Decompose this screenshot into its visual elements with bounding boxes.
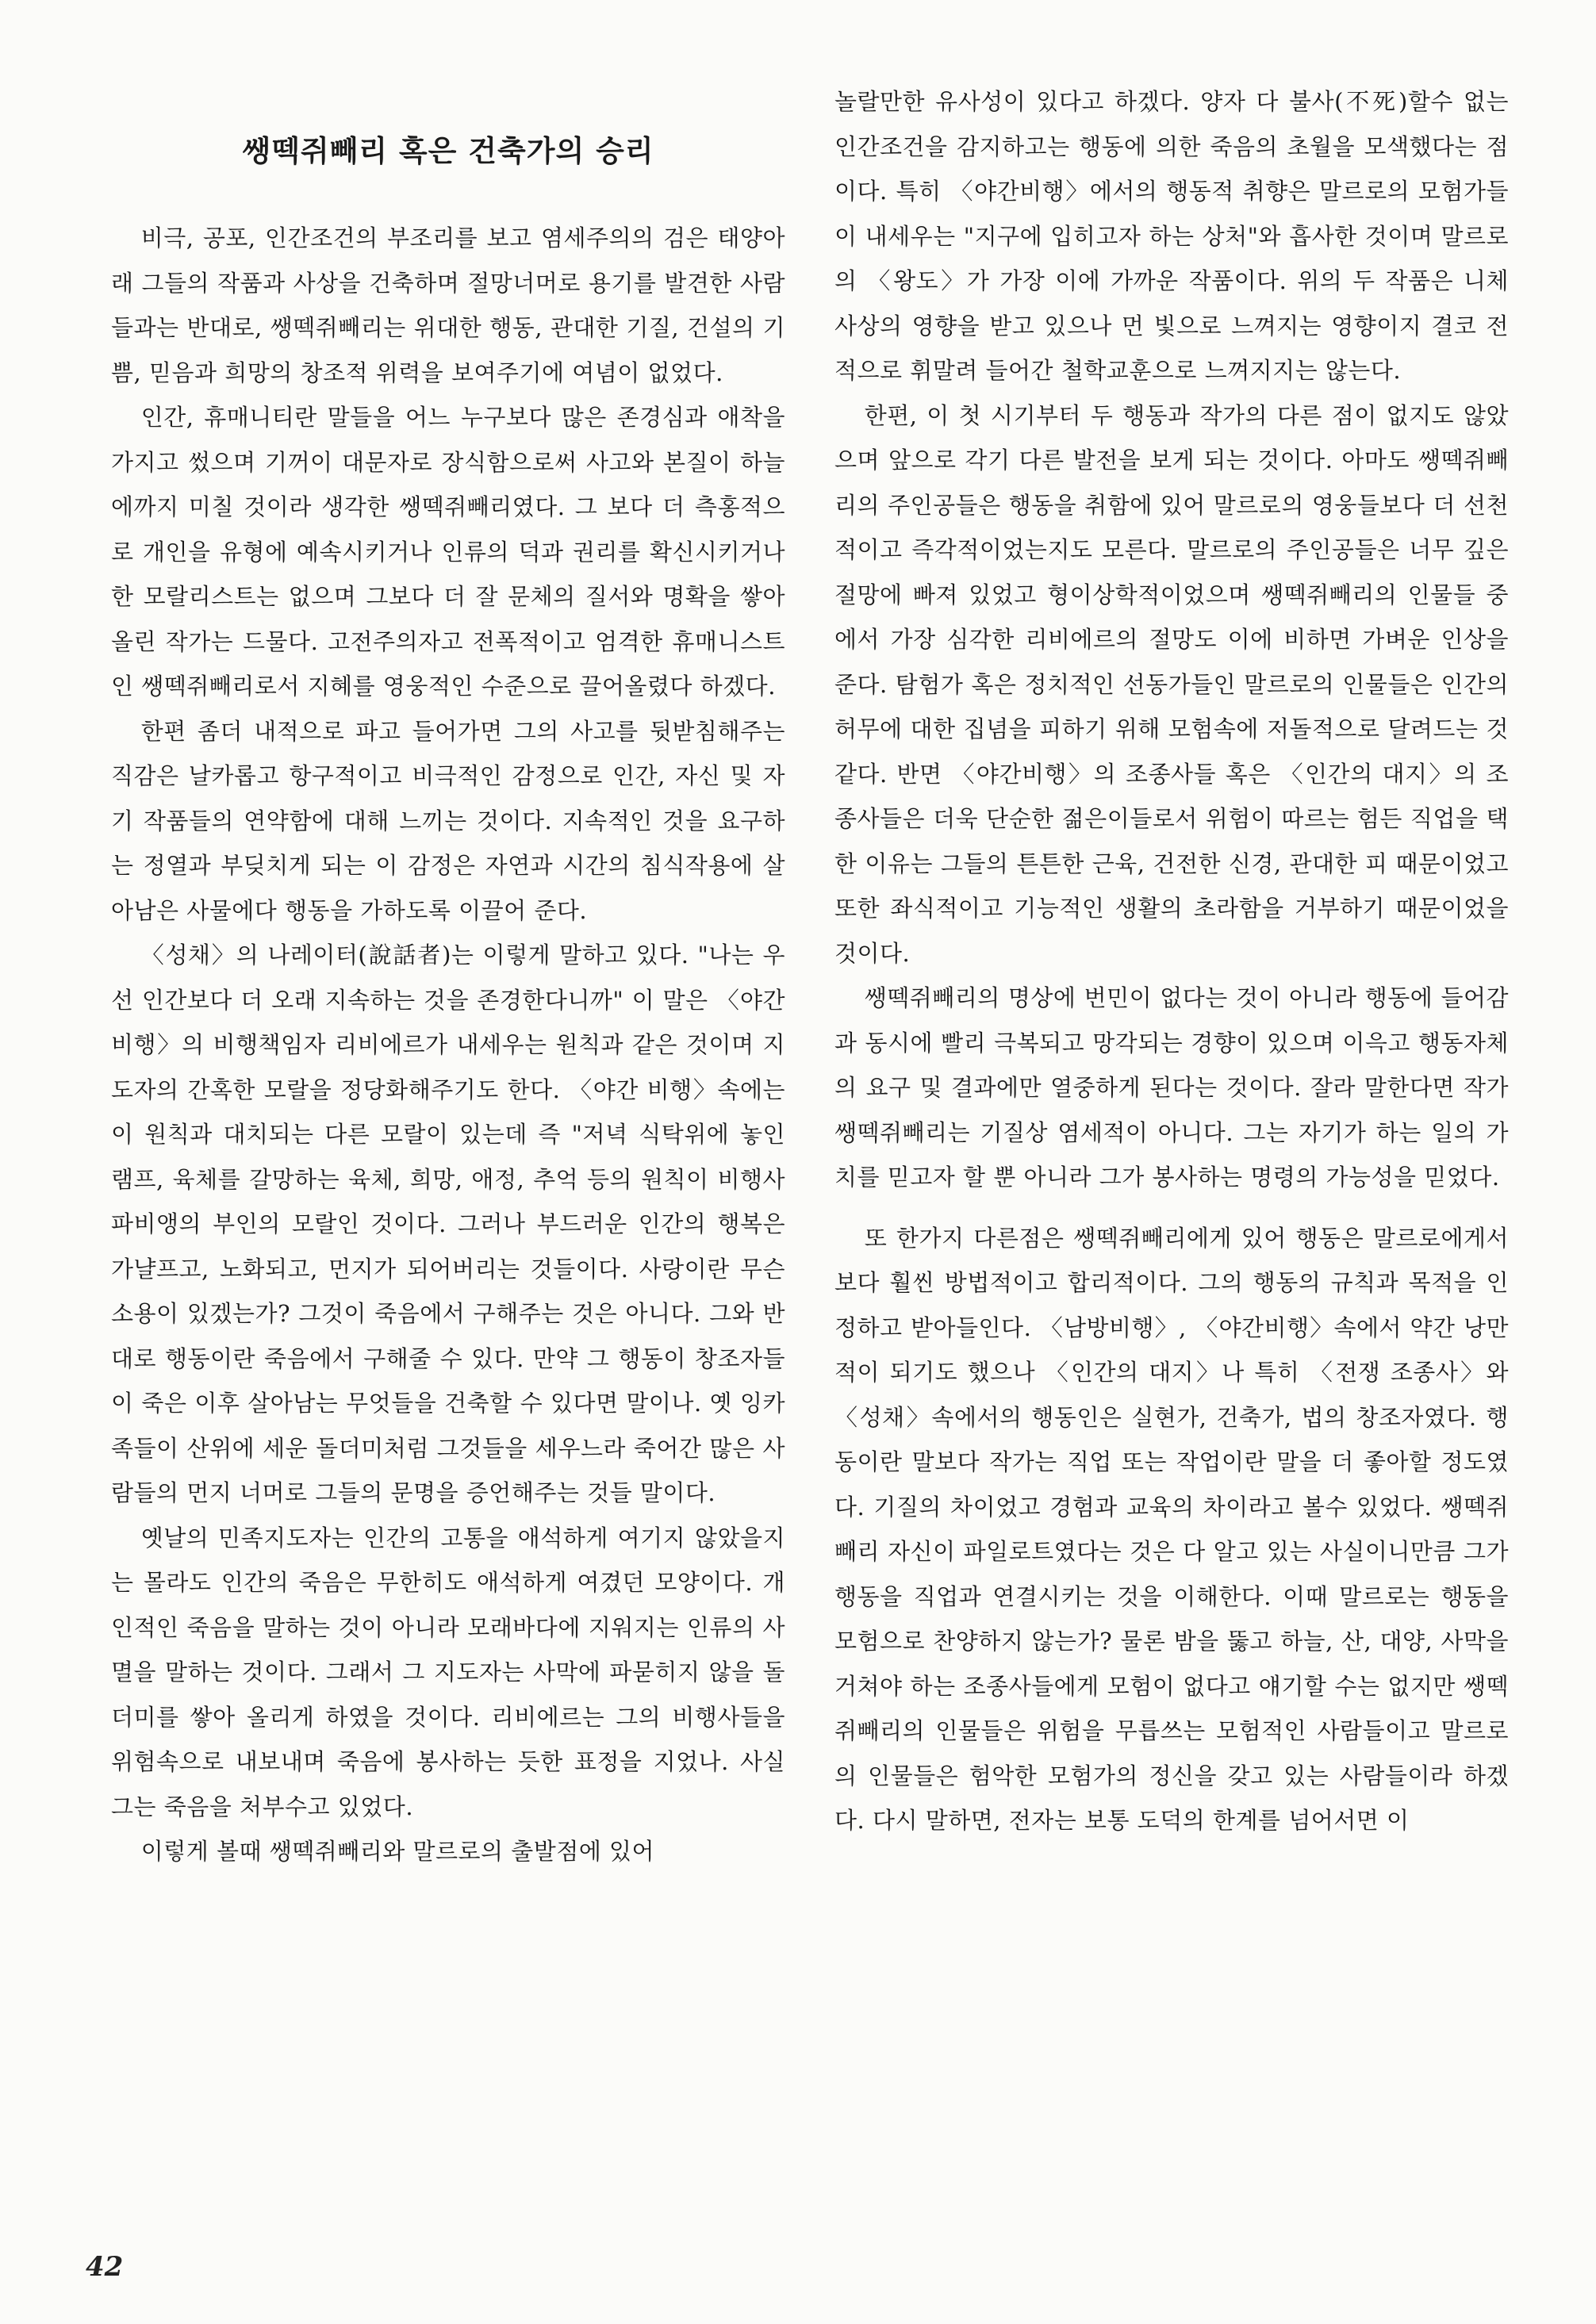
paragraph: 비극, 공포, 인간조건의 부조리를 보고 염세주의의 검은 태양아래 그들의 작품과 사상을 건축하며 절망너머로 용기를 발견한 사람들과는 반대로, 쌩떽쥐빼리는 위대한 행동, 관대한 기질, 건설의 기쁨, 믿음과 희망의 창조적 위력을 보여주기에 여념이 없었다. xyxy=(111,224,785,386)
paragraph: 또 한가지 다른점은 쌩떽쥐빼리에게 있어 행동은 말르로에게서보다 훨씬 방법적이고 합리적이다. 그의 행동의 규칙과 목적을 인정하고 받아들인다. 〈남방비행〉, 〈야간비행〉속에서 약간 낭만적이 되기도 했으나 〈인간의 대지〉나 특히 〈전쟁 조종사〉와 〈성채〉속에서의 행동인은 실현가, 건축가, 법의 창조자였다. 행동이란 말보다 작가는 직업 또는 작업이란 말을 더 좋아할 정도였다. 기질의 차이었고 경험과 교육의 차이라고 볼수 있었다. 쌩떽쥐빼리 자신이 파일로트였다는 것은 다 알고 있는 사실이니만큼 그가 행동을 직업과 연결시키는 것을 이해한다. 이때 말르로는 행동을 모험으로 찬양하지 않는가? 물론 밤을 뚫고 하늘, 산, 대양, 사막을 거쳐야 하는 조종사들에게 모험이 없다고 얘기할 수는 없지만 쌩떽쥐빼리의 인물들은 위험을 무릅쓰는 모험적인 사람들이고 말르로의 인물들은 험악한 모험가의 정신을 갖고 있는 사람들이라 하겠다. 다시 말하면, 전자는 보통 도덕의 한계를 넘어서면 이 xyxy=(834,1224,1509,1834)
paragraph: 쌩떽쥐빼리의 명상에 번민이 없다는 것이 아니라 행동에 들어감과 동시에 빨리 극복되고 망각되는 경향이 있으며 이윽고 행동자체의 요구 및 결과에만 열중하게 된다는 것이다. 잘라 말한다면 작가 쌩떽쥐빼리는 기질상 염세적이 아니다. 그는 자기가 하는 일의 가치를 믿고자 할 뿐 아니라 그가 봉사하는 명령의 가능성을 믿었다. xyxy=(834,984,1509,1191)
left-column xyxy=(111,127,785,1874)
paragraph: 한편 좀더 내적으로 파고 들어가면 그의 사고를 뒷받침해주는 직감은 날카롭고 항구적이고 비극적인 감정으로 인간, 자신 및 자기 작품들의 연약함에 대해 느끼는 것이다. 지속적인 것을 요구하는 정열과 부딪치게 되는 이 감정은 자연과 시간의 침식작용에 살아남은 사물에다 행동을 가하도록 이끌어 준다. xyxy=(111,717,785,924)
paragraph: 〈성채〉의 나레이터(說話者)는 이렇게 말하고 있다. "나는 우선 인간보다 더 오래 지속하는 것을 존경한다니까" 이 말은 〈야간비행〉의 비행책임자 리비에르가 내세우는 원칙과 같은 것이며 지도자의 간혹한 모랄을 정당화해주기도 한다. 〈야간 비행〉속에는 이 원칙과 대치되는 다른 모랄이 있는데 즉 "저녁 식탁위에 놓인 램프, 육체를 갈망하는 육체, 희망, 애정, 추억 등의 원칙이 비행사 파비앵의 부인의 모랄인 것이다. 그러나 부드러운 인간의 행복은 가냘프고, 노화되고, 먼지가 되어버리는 것들이다. 사랑이란 무슨 소용이 있겠는가? 그것이 죽음에서 구해주는 것은 아니다. 그와 반대로 행동이란 죽음에서 구해줄 수 있다. 만약 그 행동이 창조자들이 죽은 이후 살아남는 무엇들을 건축할 수 있다면 말이나. 옛 잉카족들이 산위에 세운 돌더미처럼 그것들을 세우느라 죽어간 많은 사람들의 먼지 너머로 그들의 문명을 증언해주는 것들 말이다. xyxy=(111,941,785,1506)
page-number: 42 xyxy=(86,2251,124,2283)
paragraph: 인간, 휴매니티란 말들을 어느 누구보다 많은 존경심과 애착을 가지고 썼으며 기꺼이 대문자로 장식함으로써 사고와 본질이 하늘에까지 미칠 것이라 생각한 쌩떽쥐빼리였다. 그 보다 더 측홍적으로 개인을 유형에 예속시키거나 인류의 덕과 권리를 확신시키거나 한 모랄리스트는 없으며 그보다 더 잘 문체의 질서와 명확을 쌓아올린 작가는 드물다. 고전주의자고 전폭적이고 엄격한 휴매니스트인 쌩떽쥐빼리로서 지혜를 영웅적인 수준으로 끌어올렸다 하겠다. xyxy=(111,404,785,700)
right-column xyxy=(834,79,1509,1843)
paragraph: 옛날의 민족지도자는 인간의 고통을 애석하게 여기지 않았을지는 몰라도 인간의 죽음은 무한히도 애석하게 여겼던 모양이다. 개인적인 죽음을 말하는 것이 아니라 모래바다에 지워지는 인류의 사멸을 말하는 것이다. 그래서 그 지도자는 사막에 파묻히지 않을 돌더미를 쌓아 올리게 하였을 것이다. 리비에르는 그의 비행사들을 위험속으로 내보내며 죽음에 봉사하는 듯한 표정을 지었나. 사실 그는 죽음을 처부수고 있었다. xyxy=(111,1524,785,1820)
paragraph: 이렇게 볼때 쌩떽쥐빼리와 말르로의 출발점에 있어 xyxy=(140,1838,655,1865)
article-title: 쌩떽쥐빼리 혹은 건축가의 승리 xyxy=(242,134,654,168)
paragraph: 놀랄만한 유사성이 있다고 하겠다. 양자 다 불사(不死)할수 없는 인간조건을 감지하고는 행동에 의한 죽음의 초월을 모색했다는 점이다. 특히 〈야간비행〉에서의 행동적 취향은 말르로의 모험가들이 내세우는 "지구에 입히고자 하는 상처"와 흡사한 것이며 말르로의 〈왕도〉가 가장 이에 가까운 작품이다. 위의 두 작품은 니체 사상의 영향을 받고 있으나 먼 빛으로 느껴지는 영향이지 결코 전적으로 휘말려 들어간 철학교훈으로 느껴지지는 않는다. xyxy=(834,88,1509,384)
paragraph: 한편, 이 첫 시기부터 두 행동과 작가의 다른 점이 없지도 않았으며 앞으로 각기 다른 발전을 보게 되는 것이다. 아마도 쌩떽쥐빼리의 주인공들은 행동을 취함에 있어 말르로의 영웅들보다 더 선천적이고 즉각적이었는지도 모른다. 말르로의 주인공들은 너무 깊은 절망에 빠져 있었고 형이상학적이었으며 쌩떽쥐빼리의 인물들 중에서 가장 심각한 리비에르의 절망도 이에 비하면 가벼운 인상을 준다. 탐험가 혹은 정치적인 선동가들인 말르로의 인물들은 인간의 허무에 대한 집념을 피하기 위해 모험속에 저돌적으로 달려드는 것 같다. 반면 〈야간비행〉의 조종사들 혹은 〈인간의 대지〉의 조종사들은 더욱 단순한 젊은이들로서 위험이 따르는 험든 직업을 택한 이유는 그들의 튼튼한 근육, 건전한 신경, 관대한 피 때문이었고 또한 좌식적이고 기능적인 생활의 초라함을 거부하기 때문이었을 것이다. xyxy=(834,401,1509,967)
